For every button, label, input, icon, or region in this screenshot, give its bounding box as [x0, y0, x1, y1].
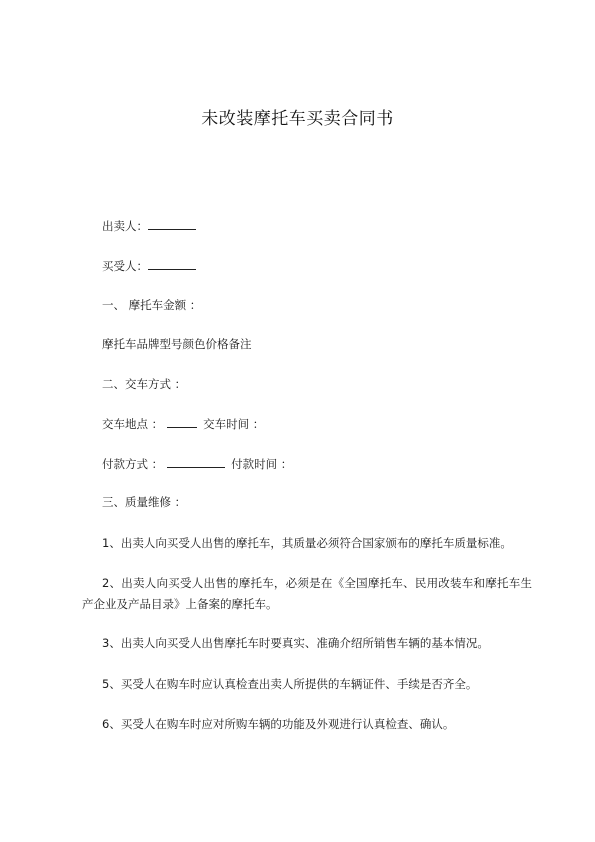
document-title: 未改装摩托车买卖合同书 — [201, 109, 394, 129]
section3-heading: 三、质量维修 ： — [102, 495, 187, 509]
payment-method-blank[interactable] — [167, 455, 225, 468]
clause-2: 2、出卖人向买受人出售的摩托车，必须是在《全国摩托车、民用改装车和摩托车生产企业及产品目录》上备案的摩托车。 — [82, 576, 532, 611]
delivery-place-label: 交车地点 ： — [102, 417, 164, 431]
clause-5: 5、买受人在购车时应认真检查出卖人所提供的车辆证件、手续是否齐全。 — [102, 677, 478, 691]
seller-line — [102, 217, 196, 234]
payment-method-label: 付款方式 ： — [102, 457, 164, 471]
payment-line — [102, 455, 292, 472]
clause-6: 6、买受人在购车时应对所购车辆的功能及外观进行认真检查、确认。 — [102, 717, 455, 731]
clause-1: 1、出卖人向买受人出售的摩托车，其质量必须符合国家颁布的摩托车质量标准。 — [102, 536, 512, 550]
delivery-place-blank[interactable] — [167, 415, 197, 428]
delivery-line — [102, 415, 264, 432]
payment-time-label: 付款时间 ： — [231, 457, 293, 471]
buyer-line — [102, 257, 196, 274]
section2-heading: 二、交车方式 ： — [102, 377, 187, 391]
clause-3: 3、出卖人向买受人出售摩托车时要真实、准确介绍所销售车辆的基本情况。 — [102, 636, 489, 650]
seller-blank[interactable] — [148, 217, 196, 230]
section1-heading: 一、 摩托车金额 ： — [102, 298, 202, 312]
buyer-label: 买受人： — [102, 259, 148, 273]
section1-columns: 摩托车品牌型号颜色价格备注 — [102, 337, 252, 351]
delivery-time-label: 交车时间 ： — [203, 417, 265, 431]
seller-label: 出卖人： — [102, 219, 148, 233]
buyer-blank[interactable] — [148, 257, 196, 270]
